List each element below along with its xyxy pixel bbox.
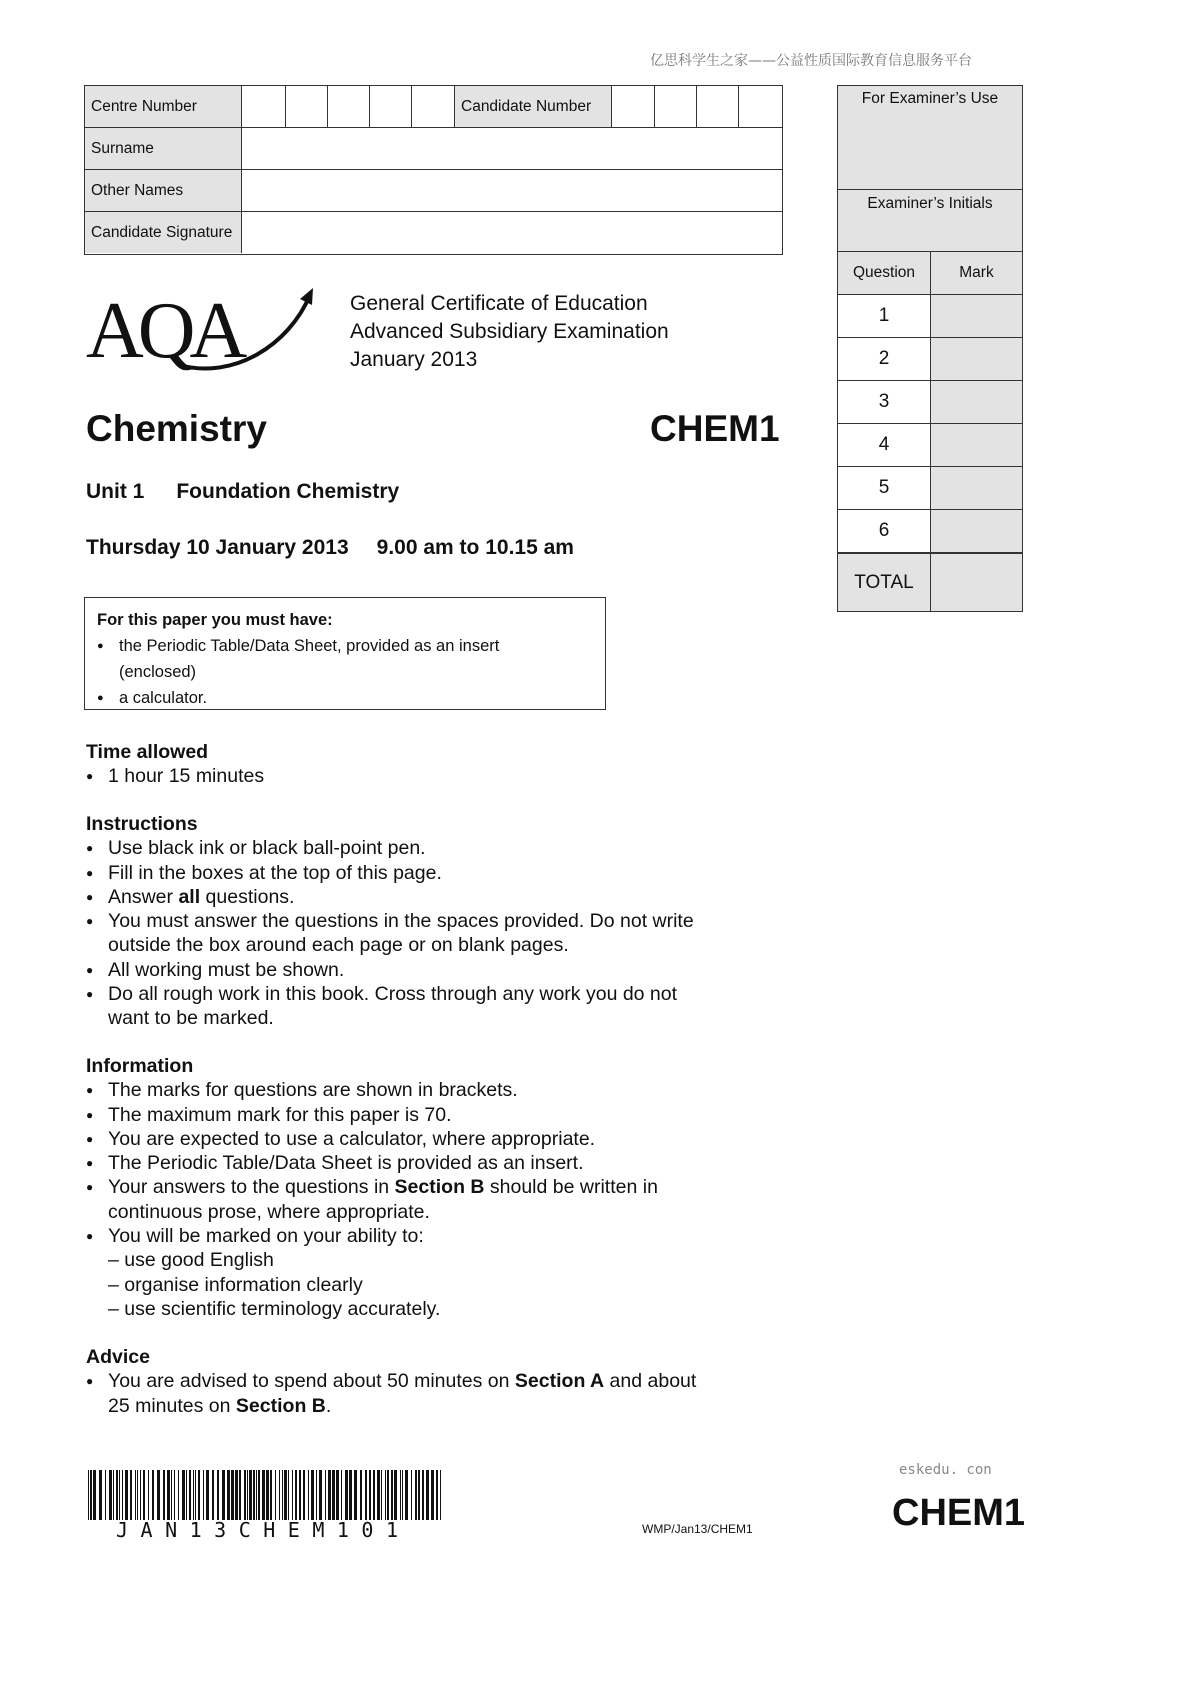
footer-paper-code: CHEM1	[892, 1492, 1026, 1534]
barcode-bar	[400, 1470, 401, 1520]
barcode-bar	[247, 1470, 248, 1520]
barcode-bar	[109, 1470, 112, 1520]
barcode-bar	[381, 1470, 382, 1520]
aqa-logo	[84, 285, 319, 380]
question-row	[838, 424, 1022, 467]
list-item: ● All working must be shown.	[86, 958, 766, 982]
barcode-bar	[436, 1470, 438, 1520]
barcode-bar	[354, 1470, 357, 1520]
barcode-bar	[212, 1470, 214, 1520]
barcode-bar	[308, 1470, 309, 1520]
barcode-bar	[411, 1470, 412, 1520]
list-item: ● The Periodic Table/Data Sheet is provided as an insert.	[86, 1151, 766, 1175]
barcode	[88, 1470, 444, 1520]
barcode-bar	[140, 1470, 141, 1520]
question-column-header: Question	[838, 252, 931, 294]
other-names-row	[85, 170, 782, 212]
question-number: 6	[838, 510, 931, 552]
total-mark-cell[interactable]	[931, 554, 1022, 611]
information-section	[86, 1054, 766, 1321]
barcode-bar	[249, 1470, 252, 1520]
barcode-bar	[113, 1470, 114, 1520]
barcode-bar	[235, 1470, 238, 1520]
barcode-text: JAN13CHEM101	[116, 1518, 411, 1542]
centre-number-box[interactable]	[243, 86, 286, 127]
centre-number-row	[85, 86, 782, 128]
barcode-bar	[270, 1470, 272, 1520]
centre-number-label: Centre Number	[85, 86, 242, 127]
unit-name: Foundation Chemistry	[176, 480, 400, 503]
barcode-bar	[288, 1470, 289, 1520]
barcode-bar	[222, 1470, 225, 1520]
barcode-bar	[203, 1470, 204, 1520]
barcode-bar	[152, 1470, 154, 1520]
barcode-bar	[402, 1470, 403, 1520]
centre-number-box[interactable]	[411, 86, 455, 127]
barcode-bar	[418, 1470, 420, 1520]
barcode-bar	[186, 1470, 187, 1520]
list-item: ● 1 hour 15 minutes	[86, 764, 766, 788]
barcode-bar	[377, 1470, 380, 1520]
aqa-logo-text: AQA	[86, 287, 242, 375]
signature-row	[85, 212, 782, 253]
barcode-bar	[99, 1470, 102, 1520]
signature-field[interactable]	[243, 212, 782, 253]
barcode-bar	[328, 1470, 331, 1520]
examiner-use-table	[837, 85, 1023, 612]
surname-row	[85, 128, 782, 170]
exam-date-line	[86, 536, 574, 560]
examiner-table-header	[838, 252, 1022, 295]
other-names-label: Other Names	[85, 170, 242, 211]
barcode-bar	[387, 1470, 389, 1520]
candidate-number-box[interactable]	[612, 86, 655, 127]
barcode-bar	[319, 1470, 322, 1520]
barcode-bar	[244, 1470, 246, 1520]
question-number: 5	[838, 467, 931, 509]
barcode-bar	[90, 1470, 92, 1520]
exam-session: January 2013	[350, 348, 478, 371]
sub-list-item: – use good English	[108, 1249, 274, 1272]
barcode-bar	[148, 1470, 149, 1520]
question-row	[838, 381, 1022, 424]
sub-list-item: – use scientific terminology accurately.	[108, 1297, 441, 1320]
barcode-bar	[174, 1470, 175, 1520]
question-number: 2	[838, 338, 931, 380]
list-item: ● You are advised to spend about 50 minutes on Section A and about 25 minutes on Section B.	[86, 1369, 766, 1418]
mark-cell[interactable]	[931, 467, 1022, 509]
barcode-bar	[178, 1470, 179, 1520]
barcode-bar	[193, 1470, 194, 1520]
barcode-bar	[189, 1470, 191, 1520]
mark-cell[interactable]	[931, 295, 1022, 337]
barcode-bar	[262, 1470, 265, 1520]
candidate-details-table	[84, 85, 783, 255]
watermark-text: 亿思科学生之家——公益性质国际教育信息服务平台	[650, 53, 972, 69]
barcode-bar	[349, 1470, 352, 1520]
exam-date: Thursday 10 January 2013	[86, 536, 349, 559]
mark-cell[interactable]	[931, 381, 1022, 423]
unit-line	[86, 480, 399, 504]
barcode-bar	[311, 1470, 314, 1520]
barcode-bar	[163, 1470, 165, 1520]
barcode-bar	[440, 1470, 441, 1520]
barcode-bar	[369, 1470, 371, 1520]
barcode-bar	[217, 1470, 219, 1520]
barcode-bar	[405, 1470, 408, 1520]
barcode-bar	[167, 1470, 170, 1520]
barcode-bar	[341, 1470, 342, 1520]
materials-title: For this paper you must have:	[97, 611, 333, 629]
examiner-initials-label: Examiner’s Initials	[838, 190, 1022, 252]
question-row	[838, 338, 1022, 381]
exam-time: 9.00 am to 10.15 am	[376, 536, 574, 559]
barcode-bar	[426, 1470, 429, 1520]
barcode-bar	[258, 1470, 260, 1520]
total-row	[838, 552, 1022, 611]
question-row	[838, 467, 1022, 510]
barcode-bar	[253, 1470, 255, 1520]
list-item: ● Do all rough work in this book. Cross through any work you do not want to be marked.	[86, 982, 766, 1031]
barcode-bar	[206, 1470, 209, 1520]
mark-column-header: Mark	[931, 252, 1022, 294]
mark-cell[interactable]	[931, 510, 1022, 552]
list-item: ● The maximum mark for this paper is 70.	[86, 1103, 766, 1127]
barcode-bar	[122, 1470, 123, 1520]
barcode-bar	[171, 1470, 172, 1520]
barcode-bar	[239, 1470, 241, 1520]
barcode-bar	[130, 1470, 132, 1520]
time-allowed-section	[86, 740, 766, 789]
qualification-line: Advanced Subsidiary Examination	[350, 320, 669, 343]
barcode-bar	[116, 1470, 118, 1520]
advice-section	[86, 1345, 766, 1418]
qualification-header	[350, 290, 669, 374]
barcode-bar	[422, 1470, 424, 1520]
document-reference: WMP/Jan13/CHEM1	[642, 1522, 753, 1536]
materials-item: ● a calculator.	[97, 685, 593, 711]
barcode-bar	[279, 1470, 280, 1520]
barcode-bar	[325, 1470, 326, 1520]
paper-code: CHEM1	[650, 408, 780, 449]
barcode-bar	[182, 1470, 185, 1520]
surname-label: Surname	[85, 128, 242, 169]
examiner-use-header: For Examiner’s Use	[838, 86, 1022, 190]
signature-label: Candidate Signature	[85, 212, 242, 253]
question-row	[838, 510, 1022, 552]
barcode-bar	[299, 1470, 301, 1520]
barcode-bar	[275, 1470, 276, 1520]
list-item: ● Use black ink or black ball-point pen.	[86, 836, 766, 860]
list-item: ● You are expected to use a calculator, where appropriate.	[86, 1127, 766, 1151]
candidate-number-label: Candidate Number	[455, 86, 612, 127]
barcode-bar	[266, 1470, 269, 1520]
barcode-bar	[195, 1470, 196, 1520]
section-heading: Information	[86, 1055, 194, 1077]
barcode-bar	[295, 1470, 297, 1520]
barcode-bar	[135, 1470, 136, 1520]
centre-number-box[interactable]	[285, 86, 328, 127]
barcode-bar	[431, 1470, 434, 1520]
mark-cell[interactable]	[931, 338, 1022, 380]
question-number: 3	[838, 381, 931, 423]
list-item: ● Your answers to the questions in Section B should be written in continuous prose, where appropriate.	[86, 1175, 766, 1224]
barcode-bar	[332, 1470, 335, 1520]
barcode-bar	[360, 1470, 362, 1520]
list-item: ● You must answer the questions in the spaces provided. Do not write outside the box around each page or on blank pages.	[86, 909, 766, 958]
barcode-bar	[415, 1470, 417, 1520]
barcode-bar	[365, 1470, 367, 1520]
subject-title: Chemistry	[86, 408, 267, 449]
barcode-bar	[345, 1470, 348, 1520]
qualification-line: General Certificate of Education	[350, 292, 648, 315]
list-item: ● Fill in the boxes at the top of this page.	[86, 861, 766, 885]
section-heading: Advice	[86, 1346, 150, 1368]
total-label: TOTAL	[838, 554, 931, 611]
barcode-bar	[385, 1470, 386, 1520]
section-heading: Time allowed	[86, 741, 209, 763]
unit-number: Unit 1	[86, 480, 145, 503]
barcode-bar	[88, 1470, 89, 1520]
barcode-bar	[105, 1470, 106, 1520]
centre-number-box[interactable]	[369, 86, 412, 127]
barcode-bar	[292, 1470, 293, 1520]
materials-box	[84, 597, 606, 710]
barcode-bar	[231, 1470, 234, 1520]
barcode-bar	[336, 1470, 339, 1520]
barcode-bar	[316, 1470, 317, 1520]
question-number: 1	[838, 295, 931, 337]
barcode-bar	[119, 1470, 120, 1520]
barcode-bar	[284, 1470, 287, 1520]
other-names-field[interactable]	[243, 170, 782, 211]
candidate-number-box[interactable]	[654, 86, 697, 127]
barcode-bar	[137, 1470, 138, 1520]
candidate-number-box[interactable]	[696, 86, 739, 127]
centre-number-box[interactable]	[327, 86, 370, 127]
barcode-bar	[391, 1470, 393, 1520]
barcode-bar	[125, 1470, 128, 1520]
barcode-bar	[303, 1470, 305, 1520]
list-item: ● Answer all questions.	[86, 885, 766, 909]
barcode-bar	[157, 1470, 160, 1520]
barcode-bar	[256, 1470, 257, 1520]
materials-item: ● the Periodic Table/Data Sheet, provided as an insert (enclosed)	[97, 633, 593, 685]
barcode-bar	[143, 1470, 145, 1520]
barcode-bar	[394, 1470, 397, 1520]
mark-cell[interactable]	[931, 424, 1022, 466]
surname-field[interactable]	[243, 128, 782, 169]
barcode-bar	[227, 1470, 230, 1520]
question-row	[838, 295, 1022, 338]
question-number: 4	[838, 424, 931, 466]
list-item: ● The marks for questions are shown in brackets.	[86, 1078, 766, 1102]
list-item: ● You will be marked on your ability to:	[86, 1224, 766, 1248]
sub-list-item: – organise information clearly	[108, 1273, 363, 1296]
section-heading: Instructions	[86, 813, 198, 835]
barcode-bar	[282, 1470, 283, 1520]
barcode-bar	[373, 1470, 375, 1520]
barcode-bar	[93, 1470, 96, 1520]
barcode-bar	[198, 1470, 200, 1520]
instructions-section	[86, 812, 766, 1031]
site-watermark: eskedu. con	[899, 1462, 992, 1478]
